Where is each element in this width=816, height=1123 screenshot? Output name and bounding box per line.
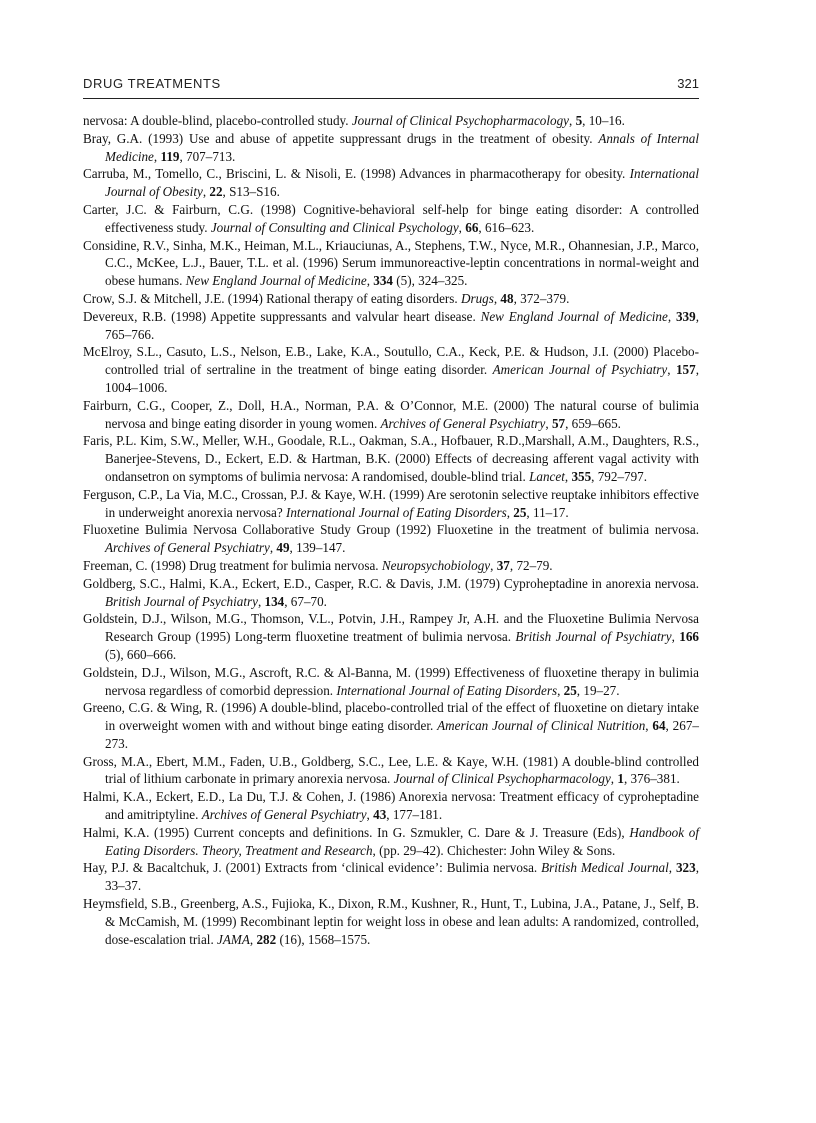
journal-title: American Journal of Psychiatry [492,362,668,378]
volume-number: 43 [373,807,387,823]
reference-text: Goldstein, D.J., Wilson, M.G., Thomson, V.L., Potvin, J.H., Rampey Jr, A.H. and the Fluoxetine Bulimia Nervosa Research Group (1995) Long-term fluoxetine treatment of bulimia nervosa. [83,611,699,645]
journal-title: Drugs [460,290,494,306]
volume-number: 37 [496,557,510,573]
reference-text: Faris, P.L. Kim, S.W., Meller, W.H., Goodale, R.L., Oakman, S.A., Hofbauer, R.D.,Marshall, A.M., Daughters, R.S., Banerjee-Stevens, D., Eckert, E.D. & Hartman, B.K. (2000) Effects of decreasing afferent vagal activity with ondansetron on symptoms of bulimia nervosa: A randomised, double-blind trial. [83,433,699,484]
reference-entry [83,486,699,522]
reference-text: , [667,308,676,324]
reference-text: Ferguson, C.P., La Via, M.C., Crossan, P.J. & Kaye, W.H. (1999) Are serotonin selective reuptake inhibitors effective in underweight anorexia nervosa? [83,486,700,520]
journal-title: Journal of Clinical Psychopharmacology [351,113,569,128]
reference-text: , [249,931,257,947]
volume-number: 323 [675,860,696,876]
reference-text: , 10–16. [582,113,625,128]
volume-number: 166 [679,629,699,645]
reference-text: , S13–S16. [222,184,280,200]
volume-number: 57 [551,415,566,431]
reference-text: , 267–273. [105,718,699,751]
volume-number: 66 [465,219,479,235]
volume-number: 334 [373,273,393,289]
reference-text: , 659–665. [565,415,621,431]
journal-title: American Journal of Clinical Nutrition [437,718,646,734]
reference-text: , [490,557,497,573]
volume-number: 25 [513,504,527,520]
reference-text: , 33–37. [105,860,699,894]
reference-entry [83,824,699,860]
journal-title: British Medical Journal [541,860,669,876]
volume-number: 48 [500,290,514,306]
reference-list [83,112,699,948]
reference-text: Devereux, R.B. (1998) Appetite suppressants and valvular heart disease. [83,308,481,324]
reference-entry [83,165,699,201]
reference-text: , [569,113,576,128]
reference-text: , 139–147. [289,540,346,556]
reference-text: , 707–713. [179,148,236,164]
reference-text: Hay, P.J. & Bacaltchuk, J. (2001) Extracts from ‘clinical evidence’: Bulimia nervosa. [83,860,542,876]
volume-number: 64 [652,718,666,734]
reference-text: , [202,184,210,200]
reference-text: Heymsfield, S.B., Greenberg, A.S., Fujioka, K., Dixon, R.M., Kushner, R., Hunt, T., Lubina, J.A., Patane, J., Self, B. & McCamish, M. (1999) Recombinant leptin for weight loss in obese and lean adults: A randomized, controlled, dose-escalation trial. [83,896,699,947]
reference-entry [83,521,699,557]
reference-text: Fairburn, C.G., Cooper, Z., Doll, H.A., Norman, P.A. & O’Connor, M.E. (2000) The natural course of bulimia nervosa and binge eating disorder in young women. [83,397,699,431]
journal-title: British Journal of Psychiatry [515,629,672,645]
reference-entry [83,664,699,700]
reference-text: (16), 1568–1575. [276,931,371,947]
volume-number: 134 [264,593,285,609]
reference-text: Considine, R.V., Sinha, M.K., Heiman, M.L., Kriauciunas, A., Stephens, T.W., Nyce, M.R., Ohannesian, J.P., Marco, C.C., McKee, L.J., Bauer, T.L. et al. (1996) Serum immunoreactive-leptin concentrations in normal-weight and obese humans. [83,237,699,289]
reference-entry [83,753,699,789]
volume-number: 355 [571,468,592,484]
reference-text: , [545,415,552,431]
reference-entry [83,397,699,433]
journal-title: International Journal of Eating Disorders [285,504,507,520]
reference-text: , [671,629,680,645]
reference-entry [83,895,699,948]
reference-text: Halmi, K.A. (1995) Current concepts and definitions. In G. Szmukler, C. Dare & J. Treasure (Eds), [83,824,630,840]
journal-title: Archives of General Psychiatry [105,540,270,556]
reference-text: , [645,718,653,734]
journal-title: Neuropsychobiology [381,557,491,573]
volume-number: 157 [675,362,696,378]
journal-title: JAMA [217,931,250,947]
reference-entry [83,432,699,485]
reference-entry [83,699,699,752]
reference-entry [83,859,699,895]
reference-text: Carter, J.C. & Fairburn, C.G. (1998) Cognitive-behavioral self-help for binge eating disorder: A controlled effectiveness study. [83,201,699,235]
reference-text: Bray, G.A. (1993) Use and abuse of appetite suppressant drugs in the treatment of obesity. [83,130,599,146]
journal-title: International Journal of Eating Disorders [336,682,558,698]
reference-text: Greeno, C.G. & Wing, R. (1996) A double-blind, placebo-controlled trial of the effect of fluoxetine on dietary intake in overweight women with and without binge eating disorder. [83,700,699,734]
reference-entry [83,308,699,344]
running-head [83,76,699,96]
reference-entry [83,610,699,663]
reference-text: Gross, M.A., Ebert, M.M., Faden, U.B., Goldberg, S.C., Lee, L.E. & Kaye, W.H. (1981) A double-blind controlled trial of lithium carbonate in primary anorexia nervosa. [83,753,699,787]
reference-text: Carruba, M., Tomello, C., Briscini, L. & Nisoli, E. (1998) Advances in pharmacotherapy for obesity. [83,166,630,182]
reference-entry [83,237,699,290]
reference-text: Goldberg, S.C., Halmi, K.A., Eckert, E.D., Casper, R.C. & Davis, J.M. (1979) Cyproheptadine in anorexia nervosa. [83,575,699,591]
reference-text: , 19–27. [576,682,620,698]
reference-text: , 372–379. [513,290,570,306]
reference-text: , [564,468,572,484]
reference-entry [83,112,699,130]
volume-number: 1 [617,771,624,787]
reference-text: , [506,504,514,520]
reference-text: , 765–766. [105,308,699,342]
reference-text: , 376–381. [623,771,680,787]
reference-text: , 616–623. [478,219,535,235]
reference-text: , [257,593,265,609]
reference-text: , 67–70. [284,593,327,609]
reference-text: Crow, S.J. & Mitchell, J.E. (1994) Rational therapy of eating disorders. [83,290,461,306]
journal-title: British Journal of Psychiatry [105,593,258,609]
journal-title: New England Journal of Medicine [185,273,367,289]
reference-entry [83,343,699,396]
volume-number: 339 [675,308,696,324]
reference-entry [83,130,699,166]
journal-title: Lancet [529,468,565,484]
journal-title: Handbook of Eating Disorders. Theory, Treatment and Research [105,824,699,858]
reference-entry [83,788,699,824]
reference-text: , (pp. 29–42). Chichester: John Wiley & Sons. [372,842,616,858]
reference-text: nervosa: A double-blind, placebo-controlled study. [83,113,352,128]
header-rule [83,98,699,99]
reference-entry [83,557,699,575]
reference-text: , [153,148,161,164]
journal-title: Archives of General Psychiatry [380,415,546,431]
journal-title: Journal of Clinical Psychopharmacology [393,771,611,787]
journal-title: Journal of Consulting and Clinical Psychology [210,219,459,235]
volume-number: 25 [563,682,577,698]
reference-text: Fluoxetine Bulimia Nervosa Collaborative Study Group (1992) Fluoxetine in the treatment of bulimia nervosa. [83,522,699,538]
volume-number: 282 [256,931,277,947]
volume-number: 119 [160,148,180,164]
reference-text: , 177–181. [386,807,443,823]
reference-entry [83,201,699,237]
reference-text: , [366,807,374,823]
reference-entry [83,290,699,308]
reference-text: , [269,540,277,556]
reference-text: , 792–797. [591,468,648,484]
reference-text: (5), 660–666. [105,646,177,662]
reference-text: , [493,290,501,306]
journal-title: International Journal of Obesity [105,166,699,200]
reference-text: Goldstein, D.J., Wilson, M.G., Ascroft, R.C. & Al-Banna, M. (1999) Effectiveness of fluoxetine therapy in bulimia nervosa regardless of comorbid depression. [83,664,699,698]
reference-text: , 1004–1006. [105,362,699,395]
reference-text: (5), 324–325. [392,273,468,289]
reference-text: , [668,860,676,876]
reference-text: , [667,362,676,378]
reference-text: , [366,273,374,289]
volume-number: 22 [209,184,223,200]
reference-text: McElroy, S.L., Casuto, L.S., Nelson, E.B., Lake, K.A., Soutullo, C.A., Keck, P.E. & Hudson, J.I. (2000) Placebo-controlled trial of sertraline in the treatment of binge eating disorder. [83,344,699,378]
reference-text: , 72–79. [509,557,553,573]
reference-text: , [610,771,618,787]
page-number: 321 [677,76,699,91]
journal-title: Annals of Internal Medicine [105,130,699,164]
reference-text: Halmi, K.A., Eckert, E.D., La Du, T.J. & Cohen, J. (1986) Anorexia nervosa: Treatment efficacy of cyproheptadine and amitriptyline. [83,789,699,823]
volume-number: 5 [575,113,583,128]
volume-number: 49 [276,540,290,556]
reference-entry [83,575,699,611]
reference-text: , 11–17. [526,504,569,520]
reference-text: , [458,219,466,235]
reference-text: Freeman, C. (1998) Drug treatment for bulimia nervosa. [83,557,382,573]
journal-title: Archives of General Psychiatry [201,807,367,823]
journal-title: New England Journal of Medicine [480,308,668,324]
running-title: DRUG TREATMENTS [83,76,221,91]
reference-text: , [557,682,564,698]
